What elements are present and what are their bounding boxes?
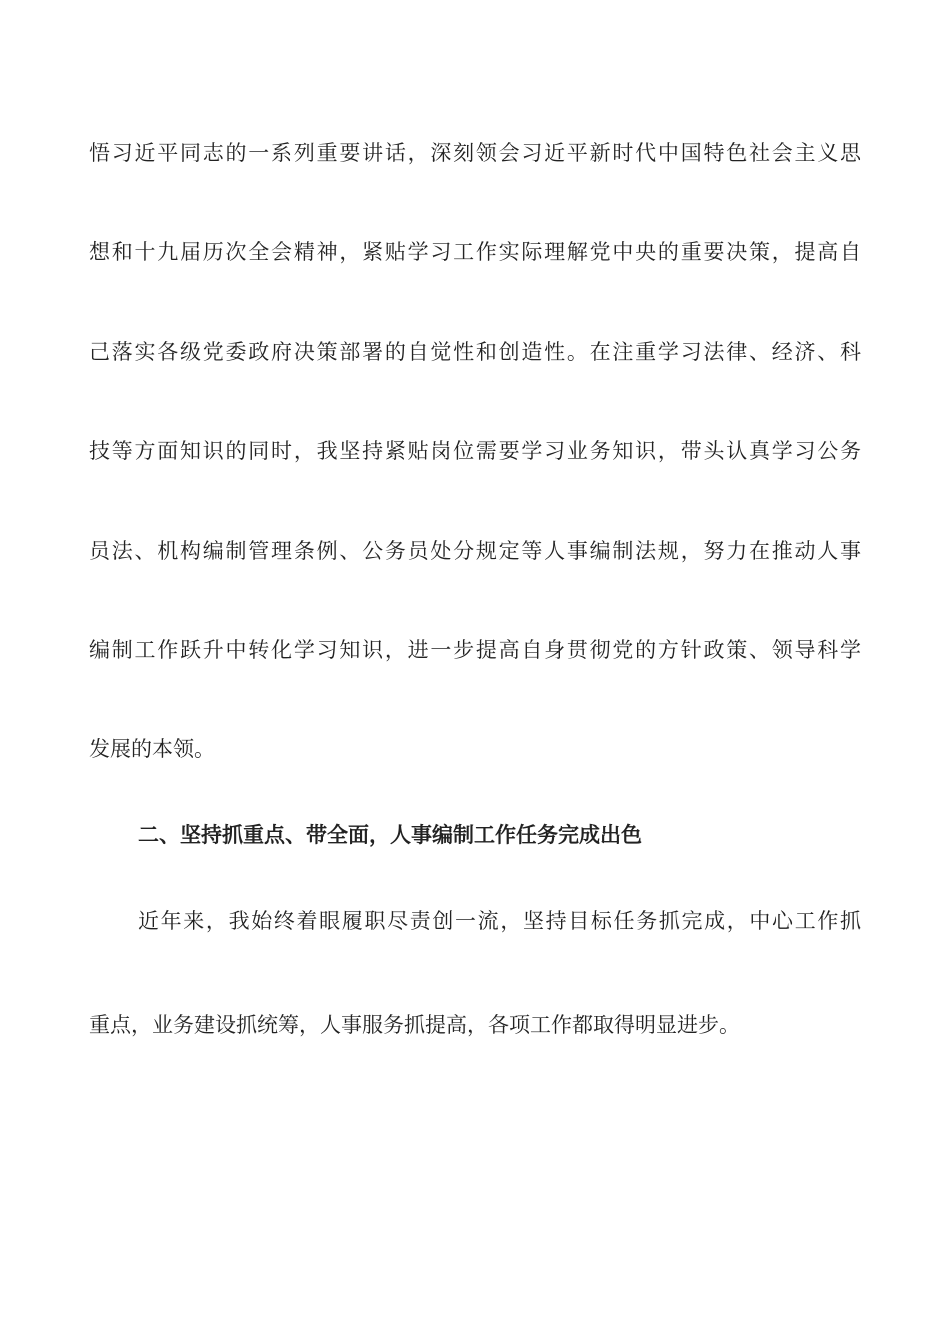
paragraph-line: 编制工作跃升中转化学习知识，进一步提高自身贯彻党的方针政策、领导科学 <box>89 638 861 662</box>
paragraph-line: 发展的本领。 <box>89 737 215 761</box>
paragraph-line: 想和十九届历次全会精神，紧贴学习工作实际理解党中央的重要决策，提高自 <box>89 240 861 264</box>
paragraph-line: 悟习近平同志的一系列重要讲话，深刻领会习近平新时代中国特色社会主义思 <box>89 141 861 165</box>
section-heading: 二、坚持抓重点、带全面，人事编制工作任务完成出色 <box>138 823 642 847</box>
paragraph-line: 己落实各级党委政府决策部署的自觉性和创造性。在注重学习法律、经济、科 <box>89 340 861 364</box>
paragraph-line: 员法、机构编制管理条例、公务员处分规定等人事编制法规，努力在推动人事 <box>89 539 861 563</box>
paragraph-line: 重点，业务建设抓统筹，人事服务抓提高，各项工作都取得明显进步。 <box>89 1013 740 1037</box>
paragraph-line: 技等方面知识的同时，我坚持紧贴岗位需要学习业务知识，带头认真学习公务 <box>89 439 861 463</box>
paragraph-line: 近年来，我始终着眼履职尽责创一流，坚持目标任务抓完成，中心工作抓 <box>138 909 861 933</box>
